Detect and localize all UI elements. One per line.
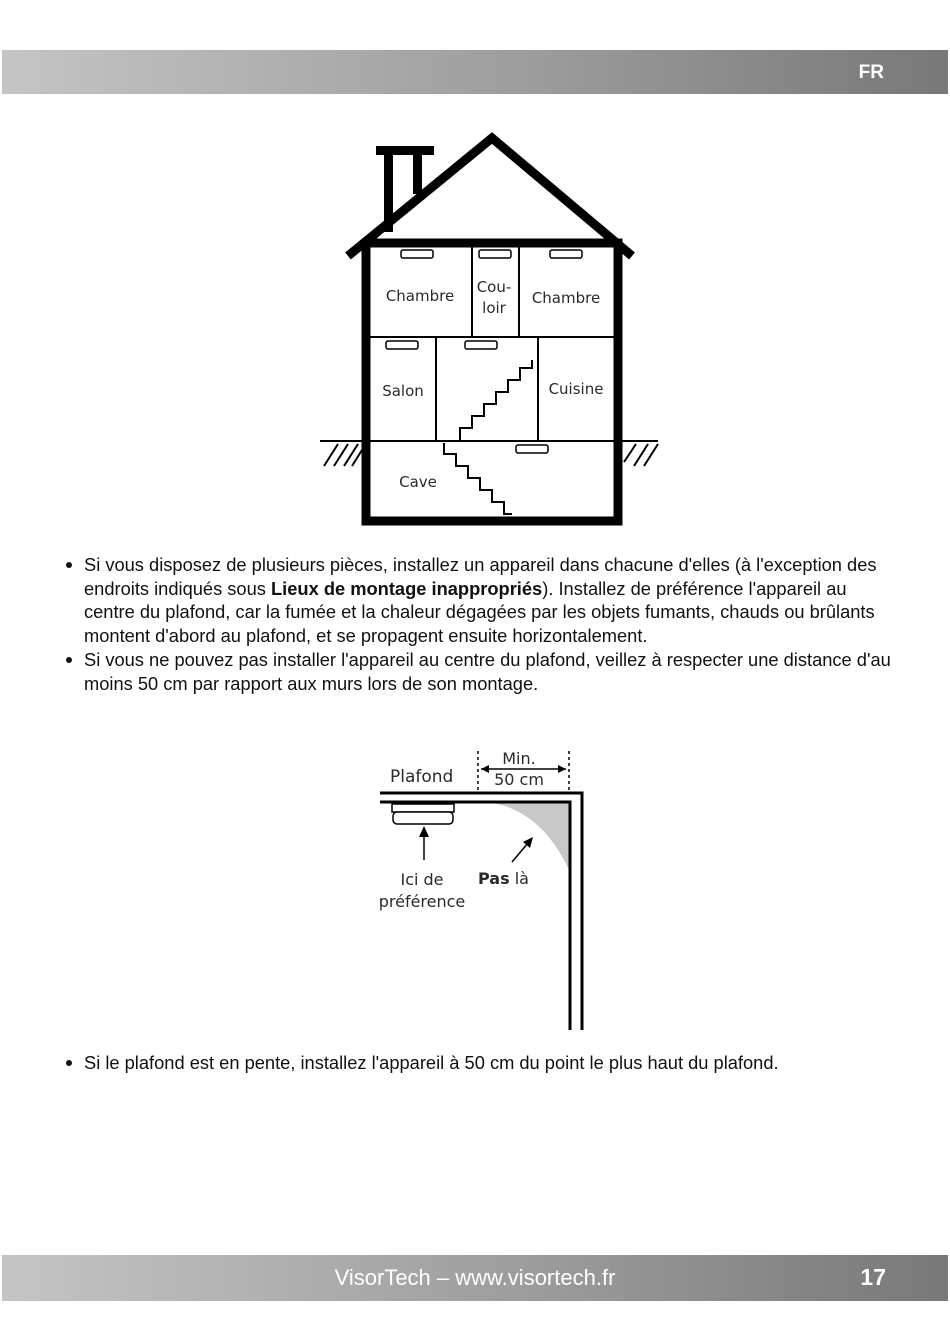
room-chambre-left: Chambre xyxy=(385,287,455,305)
page-number: 17 xyxy=(860,1264,886,1290)
label-ici-line2: préférence xyxy=(378,892,466,911)
instruction-item: Si le plafond est en pente, installez l'appareil à 50 cm du point le plus haut du plafond. xyxy=(62,1051,892,1075)
detector-icon xyxy=(392,804,454,812)
ground-right xyxy=(622,441,658,466)
instruction-list-2 xyxy=(62,1051,892,1075)
forbidden-zone xyxy=(486,802,569,870)
label-plafond: Plafond xyxy=(390,767,454,787)
instruction-list xyxy=(62,553,892,695)
instruction-item: Si vous ne pouvez pas installer l'appareil au centre du plafond, veillez à respecter une distance d'au moins 50 cm par rapport aux murs lors de son montage. xyxy=(62,648,892,695)
label-min-line1: Min. xyxy=(502,749,536,768)
stairs-lower xyxy=(444,443,512,514)
room-salon: Salon xyxy=(382,382,424,400)
ceiling-diagram xyxy=(376,745,586,1035)
footer-bar xyxy=(2,1255,948,1301)
room-cave: Cave xyxy=(399,473,437,491)
room-couloir-line1: Cou- xyxy=(476,278,512,296)
house-diagram xyxy=(318,126,663,531)
label-ici-line1: Ici de xyxy=(400,870,444,889)
bold-reference: Lieux de montage inappropriés xyxy=(271,577,543,599)
label-pas-rest: là xyxy=(509,869,529,888)
stairs-upper xyxy=(460,360,532,440)
label-pas: Pas xyxy=(478,869,510,888)
svg-text:Pas là xyxy=(478,869,529,888)
instruction-item: Si vous disposez de plusieurs pièces, installez un appareil dans chacune d'elles (à l'exception des endroits indiqués sous Lieux de montage inappropriés). Installez de préférence l'appareil au centre du plafond, car la fumée et la chaleur dégagées par les objets fumants, chauds ou brûlants montent d'abord au plafond, et se propagent ensuite horizontalement. xyxy=(62,553,892,648)
ground-left xyxy=(320,441,362,466)
room-couloir-line2: loir xyxy=(482,299,506,317)
label-min-line2: 50 cm xyxy=(494,770,544,789)
header-bar xyxy=(2,50,948,94)
footer-brand: VisorTech – www.visortech.fr xyxy=(334,1265,616,1290)
language-label: FR xyxy=(858,62,884,83)
room-chambre-right: Chambre xyxy=(531,289,601,307)
room-cuisine: Cuisine xyxy=(548,380,604,398)
